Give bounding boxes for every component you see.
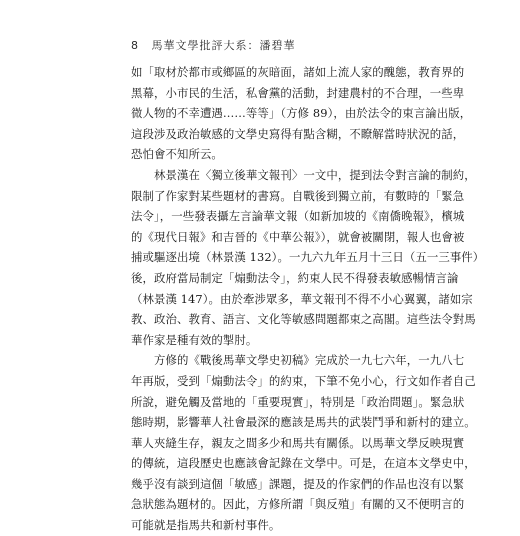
text-line: 華作家是種有效的掣肘。 bbox=[131, 332, 258, 347]
text-line: 的《現代日報》和吉晉的《中華公報》），就會被關閉，報人也會被 bbox=[131, 229, 465, 244]
text-line: 林景漢在〈獨立後華文報刊〉一文中，提到法令對言論的制約， bbox=[131, 167, 476, 182]
text-line: 恐怕會不知所云。 bbox=[131, 147, 223, 162]
text-line: 後，政府當局制定「煽動法令」，約束人民不得發表敏感暢情言論 bbox=[131, 270, 459, 285]
running-header bbox=[131, 37, 296, 53]
text-line: 限制了作家對某些題材的書寫。自戰後到獨立前，有數時的「緊急 bbox=[131, 188, 465, 203]
text-line: 華人夾縫生存，親友之間多少和馬共有關係。以馬華文學反映現實 bbox=[131, 435, 465, 450]
text-line: 教、政治、教育、語言、文化等敏感問題都束之高閣。這些法令對馬 bbox=[131, 312, 476, 327]
text-line: 所說，避免觸及當地的「重要現實」，特別是「政治問題」。緊急狀 bbox=[131, 394, 465, 409]
text-line: 態時期，影響華人社會最深的應該是馬共的武裝鬥爭和新村的建立。 bbox=[131, 415, 476, 430]
text-line: 如「取材於都市或鄉區的灰暗面，諸如上流人家的醜態，教育界的 bbox=[131, 65, 465, 79]
text-line: 可能就是指馬共和新村事件。 bbox=[131, 518, 281, 533]
text-line: 黑幕，小市民的生活，私會黨的活動，封建農村的不合理，一些卑 bbox=[131, 85, 465, 100]
page-number: 8 bbox=[131, 39, 139, 52]
text-line: 這段涉及政治敏感的文學史寫得有點含糊，不瞭解當時狀況的話， bbox=[131, 126, 465, 141]
text-line: 急狀態為題材的。因此，方修所謂「與反殖」有關的又不便明言的 bbox=[131, 497, 465, 512]
text-line: 方修的《戰後馬華文學史初稿》完成於一九七六年，一九八七 bbox=[131, 353, 465, 368]
text-line: 法令」，一些發表攝左言論華文報（如新加坡的《南僑晚報》，檳城 bbox=[131, 209, 465, 224]
text-line: 幾乎沒有談到這個「敏感」課題，提及的作家們的作品也沒有以緊 bbox=[131, 476, 465, 491]
text-line: （林景漢 147）。由於牽涉眾多，華文報刊不得不小心翼翼，諸如宗 bbox=[131, 291, 473, 306]
book-title: 馬華文學批評大系：潘碧華 bbox=[151, 39, 296, 52]
text-line: 年再版，受到「煽動法令」的約束，下筆不免小心，行文如作者自己 bbox=[131, 373, 476, 388]
text-line: 微人物的不幸遭遇……等等」（方修 89），由於法令的束言論出版， bbox=[131, 106, 472, 121]
text-line: 的傳統，這段歷史也應該會記錄在文學中。可是，在這本文學史中， bbox=[131, 456, 476, 471]
text-line: 捕或驅逐出境（林景漢 132）。一九六九年五月十三日（五一三事件） bbox=[131, 250, 485, 265]
body-text bbox=[131, 62, 485, 536]
